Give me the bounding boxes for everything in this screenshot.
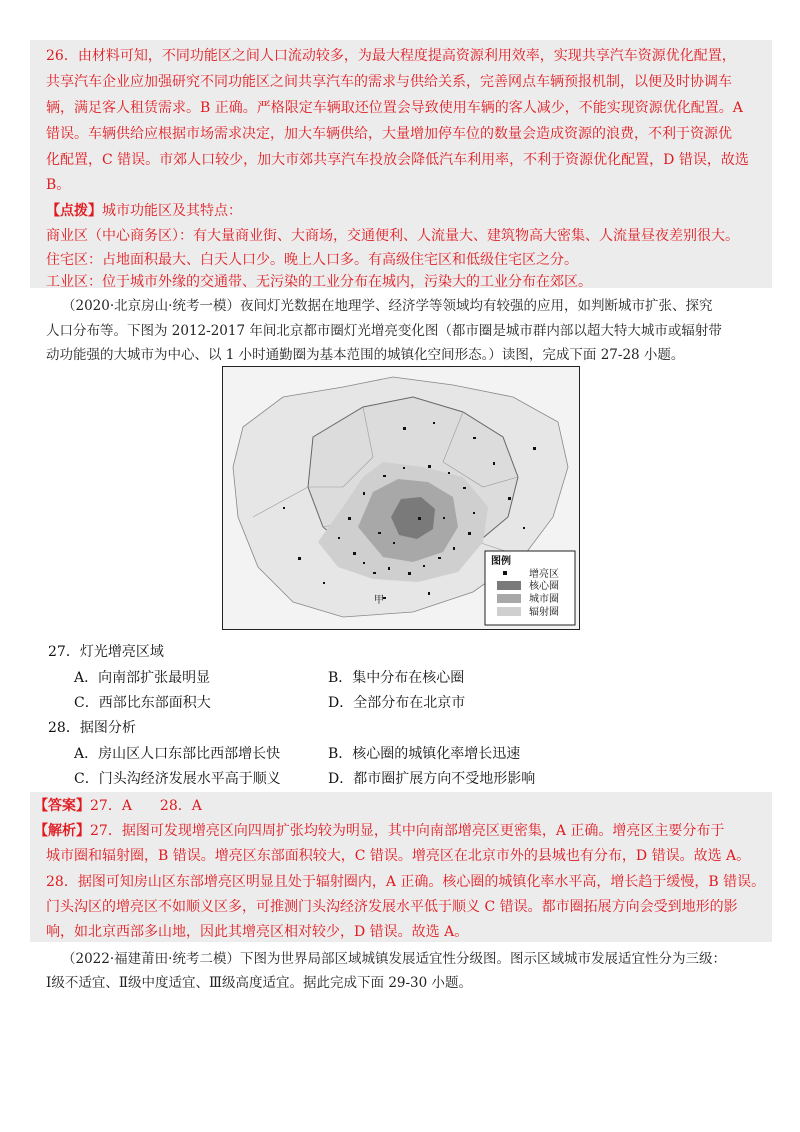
- q28-option-c: C．门头沟经济发展水平高于顺义: [74, 771, 281, 787]
- q28-option-d: D．都市圈扩展方向不受地形影响: [328, 771, 536, 787]
- place-label: 甲: [374, 595, 384, 606]
- analysis-line-2: 城市圈和辐射圈，B 错误。增亮区东部面积较大，C 错误。增亮区在北京市外的县城也有分布，D 错误。故选 A。: [46, 848, 751, 864]
- tip-label: 【点拨】: [46, 203, 102, 219]
- explanation-26-line-1: 26．由材料可知，不同功能区之间人口流动较多，为最大程度提高资源利用效率，实现共享汽车资源优化配置，: [46, 48, 736, 64]
- analysis-label: 【解析】: [34, 823, 90, 839]
- analysis-line-3: 28．据图可知房山区东部增亮区明显且处于辐射圈内，A 正确。核心圈的城镇化率水平高，增长趋于缓慢，B 错误。: [46, 874, 766, 890]
- analysis-line-4: 门头沟区的增亮区不如顺义区多，可推测门头沟经济发展水平低于顺义 C 错误。都市圈拓展方向会受到地形的影: [46, 899, 738, 915]
- legend-swatch-brightened: [503, 571, 507, 575]
- legend-label-radiation: 辐射圈: [529, 607, 559, 618]
- analysis-line-5: 响，如北京西部多山地，因此其增亮区相对较少，D 错误。故选 A。: [46, 924, 469, 940]
- q28-stem: 28．据图分析: [48, 720, 136, 736]
- legend-swatch-core: [497, 581, 521, 590]
- intro-29-30-line-1: （2022·福建莆田·统考二模）下图为世界局部区域城镇发展适宜性分级图。图示区域城市发展适宜性分为三级：: [62, 951, 726, 967]
- explanation-26-line-5: 化配置，C 错误。市郊人口较少，加大市郊共享汽车投放会降低汽车利用率，不利于资源优化配置，D 错误，故选: [46, 152, 749, 168]
- q28-option-a: A．房山区人口东部比西部增长快: [74, 746, 281, 762]
- tip-line-1: 商业区（中心商务区）：有大量商业街、大商场，交通便利、人流量大、建筑物高大密集、人流量昼夜差别很大。: [46, 228, 739, 244]
- explanation-26-line-6: B。: [46, 177, 71, 193]
- intro-27-28-line-3: 动功能强的大城市为中心、以 1 小时通勤圈为基本范围的城镇化空间形态。）读图，完成下面 27-28 小题。: [46, 347, 685, 363]
- legend-label-city: 城市圈: [529, 594, 559, 605]
- explanation-26-line-3: 辆，满足客人租赁需求。B 正确。严格限定车辆取还位置会导致使用车辆的客人减少，不能实现资源优化配置。A: [46, 100, 743, 116]
- q27-stem: 27．灯光增亮区域: [48, 644, 164, 660]
- tip-line-2: 住宅区：占地面积最大、白天人口少。晚上人口多。有高级住宅区和低级住宅区之分。: [46, 252, 578, 268]
- answer-label: 【答案】: [34, 798, 90, 814]
- analysis-first-line: 27．据图可发现增亮区向四周扩张均较为明显，其中向南部增亮区更密集，A 正确。增亮区主要分布于: [90, 823, 725, 839]
- legend-label-core: 核心圈: [529, 581, 559, 592]
- intro-27-28-line-1: （2020·北京房山·统考一模）夜间灯光数据在地理学、经济学等领域均有较强的应用，如判断城市扩张、探究: [62, 298, 713, 314]
- intro-27-28-line-2: 人口分布等。下图为 2012-2017 年间北京都市圈灯光增亮变化图（都市圈是城市群内部以超大特大城市或辐射带: [46, 323, 722, 339]
- beijing-night-light-map: [222, 366, 580, 630]
- legend-swatch-city: [497, 594, 521, 603]
- legend-swatch-radiation: [497, 607, 521, 616]
- explanation-26-line-2: 共享汽车企业应加强研究不同功能区之间共享汽车的需求与供给关系，完善网点车辆预报机制，以便及时协调车: [46, 74, 732, 90]
- analysis-line-1: [34, 821, 724, 841]
- tip-title: 城市功能区及其特点：: [102, 203, 242, 219]
- tip-line-3: 工业区：位于城市外缘的交通带、无污染的工业分布在城内，污染大的工业分布在郊区。: [46, 274, 592, 290]
- answer-line: [34, 796, 202, 816]
- q27-option-d: D．全部分布在北京市: [328, 695, 466, 711]
- legend-title: 图例: [491, 556, 511, 567]
- q27-option-c: C．西部比东部面积大: [74, 695, 211, 711]
- answer-text: 27．A 28．A: [90, 798, 202, 814]
- q28-option-b: B．核心圈的城镇化率增长迅速: [328, 746, 521, 762]
- map-graphic: [223, 367, 579, 629]
- tip-heading: [46, 201, 242, 221]
- legend-label-brightened: 增亮区: [529, 569, 559, 580]
- q27-option-a: A．向南部扩张最明显: [74, 670, 211, 686]
- q27-option-b: B．集中分布在核心圈: [328, 670, 465, 686]
- explanation-26-line-4: 错误。车辆供给应根据市场需求决定，加大车辆供给，大量增加停车位的数量会造成资源的浪费，不利于资源优: [46, 126, 732, 142]
- intro-29-30-line-2: Ⅰ级不适宜、Ⅱ级中度适宜、Ⅲ级高度适宜。据此完成下面 29-30 小题。: [46, 975, 473, 991]
